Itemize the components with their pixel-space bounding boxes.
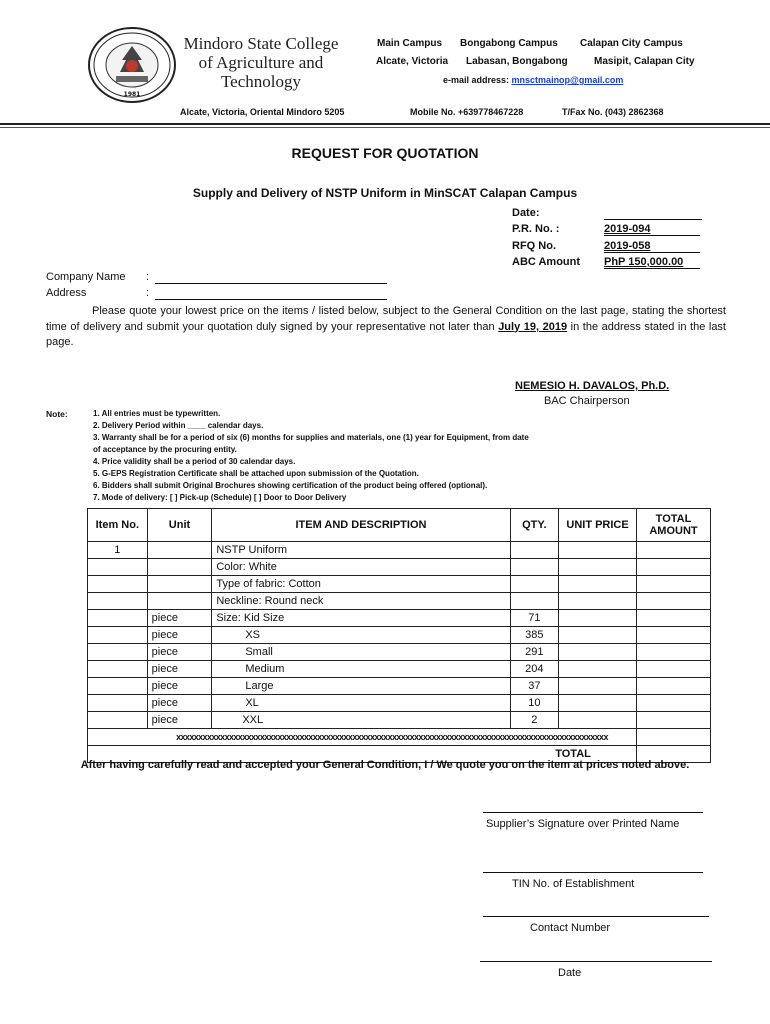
note-item: 5. G-EPS Registration Certificate shall be attached upon submission of the Quotation. — [93, 469, 419, 478]
table-row — [88, 542, 711, 559]
fax-number: T/Fax No. (043) 2862368 — [562, 107, 664, 117]
table-row — [88, 627, 711, 644]
rfq-value: 2019-058 — [604, 240, 651, 252]
row-unit-price-cell[interactable] — [559, 678, 637, 695]
address-label: Address — [46, 287, 87, 299]
instruction-paragraph — [46, 304, 726, 351]
college-name — [172, 34, 350, 91]
mobile-number: Mobile No. +639778467228 — [410, 107, 524, 117]
x-terminator-text: xxxxxxxxxxxxxxxxxxxxxxxxxxxxxxxxxxxxxxxxxxxxxxxxxxxxxxxxxxxxxxxxxxxxxxxxxxxxxxxxxxxxxxxxxxxxxxxxxx — [176, 732, 608, 742]
header-item-description: ITEM AND DESCRIPTION — [212, 509, 510, 542]
header-divider-thin — [0, 127, 770, 128]
row-description: XL — [212, 695, 510, 712]
abc-value: PhP 150,000.00 — [604, 256, 684, 268]
college-seal-logo — [86, 26, 178, 104]
campus-calapan-location: Masipit, Calapan City — [594, 56, 695, 67]
header-total-amount: TOTAL AMOUNT — [637, 509, 711, 542]
row-unit-price-cell[interactable] — [559, 576, 637, 593]
header-unit-price: UNIT PRICE — [559, 509, 637, 542]
note-item: 2. Delivery Period within ____ calendar days. — [93, 421, 264, 430]
row-qty: 204 — [510, 661, 559, 678]
date-signature-line[interactable] — [480, 961, 712, 962]
document-title: REQUEST FOR QUOTATION — [291, 145, 479, 161]
note-item: 7. Mode of delivery: [ ] Pick-up (Schedule) [ ] Door to Door Delivery — [93, 493, 347, 502]
row-total-cell[interactable] — [637, 610, 711, 627]
campus-main-location: Alcate, Victoria — [376, 56, 449, 67]
row-qty: 37 — [510, 678, 559, 695]
abc-label: ABC Amount — [512, 256, 581, 268]
row-description: Large — [212, 678, 510, 695]
row-item-no — [88, 712, 148, 729]
paragraph-text-before: Please quote your lowest price on the items / listed below, subject to the General Condition on the last page, stating the shortest time of delivery and submit your quotation duly signed by your representative not later than — [46, 305, 726, 333]
row-description: Size: Kid Size — [212, 610, 510, 627]
row-description: Type of fabric: Cotton — [212, 576, 510, 593]
table-row — [88, 559, 711, 576]
row-total-cell[interactable] — [637, 542, 711, 559]
row-unit — [147, 593, 212, 610]
email-line — [443, 75, 623, 85]
company-name-field[interactable] — [155, 283, 387, 284]
table-row — [88, 576, 711, 593]
bac-chair-role: BAC Chairperson — [544, 395, 630, 407]
header-unit: Unit — [147, 509, 212, 542]
row-total-cell[interactable] — [637, 661, 711, 678]
acceptance-statement: After having carefully read and accepted your General Condition, I / We quote you on the item at prices noted above. — [80, 759, 690, 771]
row-unit-price-cell[interactable] — [559, 559, 637, 576]
row-qty: 385 — [510, 627, 559, 644]
row-item-no — [88, 644, 148, 661]
pr-value: 2019-094 — [604, 223, 651, 235]
row-total-cell[interactable] — [637, 644, 711, 661]
address-colon: : — [146, 287, 150, 299]
quotation-table — [87, 508, 711, 763]
table-row — [88, 610, 711, 627]
row-qty — [510, 593, 559, 610]
row-unit — [147, 542, 212, 559]
row-unit: piece — [147, 627, 212, 644]
company-name-colon: : — [146, 271, 150, 283]
row-qty: 2 — [510, 712, 559, 729]
bac-chair-name: NEMESIO H. DAVALOS, Ph.D. — [515, 380, 670, 392]
row-item-no: 1 — [88, 542, 148, 559]
submission-deadline: July 19, 2019 — [498, 320, 568, 333]
row-qty: 10 — [510, 695, 559, 712]
note-item: 6. Bidders shall submit Original Brochures showing certification of the product being offered (optional). — [93, 481, 488, 490]
row-unit-price-cell[interactable] — [559, 661, 637, 678]
row-unit-price-cell[interactable] — [559, 610, 637, 627]
row-item-no — [88, 678, 148, 695]
row-unit: piece — [147, 712, 212, 729]
row-description: Medium — [212, 661, 510, 678]
row-item-no — [88, 576, 148, 593]
table-row — [88, 712, 711, 729]
campus-main-name: Main Campus — [377, 38, 443, 49]
row-total-cell[interactable] — [637, 712, 711, 729]
note-item: 1. All entries must be typewritten. — [93, 409, 221, 418]
supplier-signature-label: Supplier’s Signature over Printed Name — [486, 818, 680, 830]
pr-line — [604, 235, 700, 236]
row-qty — [510, 559, 559, 576]
date-label: Date: — [512, 207, 540, 219]
rfq-line — [604, 252, 700, 253]
row-description: XS — [212, 627, 510, 644]
row-unit: piece — [147, 644, 212, 661]
row-total-cell[interactable] — [637, 593, 711, 610]
x-row-total-cell — [637, 729, 711, 746]
table-row — [88, 644, 711, 661]
row-unit-price-cell[interactable] — [559, 695, 637, 712]
row-total-cell[interactable] — [637, 695, 711, 712]
row-description: Small — [212, 644, 510, 661]
table-row — [88, 661, 711, 678]
tin-label: TIN No. of Establishment — [512, 878, 635, 890]
row-total-cell[interactable] — [637, 576, 711, 593]
notes-label: Note: — [46, 409, 68, 419]
college-name-line-3: Technology — [220, 72, 301, 91]
rfq-label: RFQ No. — [512, 240, 556, 252]
row-unit: piece — [147, 678, 212, 695]
row-unit: piece — [147, 610, 212, 627]
supplier-signature-line[interactable] — [483, 812, 703, 813]
row-unit — [147, 576, 212, 593]
date-signature-label: Date — [558, 967, 582, 979]
note-item: 4. Price validity shall be a period of 30 calendar days. — [93, 457, 296, 466]
row-unit-price-cell[interactable] — [559, 593, 637, 610]
pr-label: P.R. No. : — [512, 223, 560, 235]
row-description: Color: White — [212, 559, 510, 576]
row-item-no — [88, 661, 148, 678]
row-unit-price-cell[interactable] — [559, 627, 637, 644]
campus-calapan-name: Calapan City Campus — [580, 38, 683, 49]
note-item: of acceptance by the procuring entity. — [93, 445, 237, 454]
total-label: TOTAL — [510, 746, 636, 763]
tin-line[interactable] — [483, 872, 703, 873]
email-label: e-mail address: — [443, 75, 510, 85]
college-name-line-1: Mindoro State College — [183, 34, 339, 53]
row-description: XXL — [212, 712, 510, 729]
address-field[interactable] — [155, 299, 387, 300]
date-line[interactable] — [604, 219, 702, 220]
college-address: Alcate, Victoria, Oriental Mindoro 5205 — [180, 107, 345, 117]
note-item: 3. Warranty shall be for a period of six (6) months for supplies and materials, one (1) year for Equipment, from date — [93, 433, 529, 442]
row-unit — [147, 559, 212, 576]
row-item-no — [88, 627, 148, 644]
table-row — [88, 695, 711, 712]
header-item-no: Item No. — [88, 509, 148, 542]
header-qty: QTY. — [510, 509, 559, 542]
row-total-cell[interactable] — [637, 627, 711, 644]
row-description: NSTP Uniform — [212, 542, 510, 559]
college-name-line-2: of Agriculture and — [198, 53, 324, 72]
row-item-no — [88, 593, 148, 610]
table-header-row — [88, 509, 711, 542]
seal-year: 1981 — [123, 91, 141, 98]
row-unit-price-cell[interactable] — [559, 712, 637, 729]
row-description: Neckline: Round neck — [212, 593, 510, 610]
row-qty: 71 — [510, 610, 559, 627]
row-unit: piece — [147, 661, 212, 678]
row-total-cell[interactable] — [637, 559, 711, 576]
header-divider-thick — [0, 123, 770, 125]
contact-number-line[interactable] — [483, 916, 709, 917]
row-unit: piece — [147, 695, 212, 712]
row-qty — [510, 576, 559, 593]
campus-bongabong-location: Labasan, Bongabong — [466, 56, 568, 67]
campus-bongabong-name: Bongabong Campus — [460, 38, 558, 49]
paragraph-text-after: in the address stated in the last page. — [46, 320, 726, 348]
row-item-no — [88, 695, 148, 712]
row-qty — [510, 542, 559, 559]
row-item-no — [88, 559, 148, 576]
document-subtitle: Supply and Delivery of NSTP Uniform in MinSCAT Calapan Campus — [192, 186, 578, 200]
row-qty: 291 — [510, 644, 559, 661]
table-row — [88, 593, 711, 610]
notes-list — [93, 408, 529, 504]
x-terminator-row — [88, 729, 637, 746]
email-link[interactable]: mnsctmainop@gmail.com — [511, 75, 624, 85]
row-item-no — [88, 610, 148, 627]
table-row — [88, 678, 711, 695]
row-unit-price-cell[interactable] — [559, 542, 637, 559]
row-total-cell[interactable] — [637, 678, 711, 695]
table-row-terminator — [88, 729, 711, 746]
company-name-label: Company Name — [46, 271, 126, 283]
row-unit-price-cell[interactable] — [559, 644, 637, 661]
abc-line — [604, 268, 700, 269]
contact-number-label: Contact Number — [530, 922, 611, 934]
